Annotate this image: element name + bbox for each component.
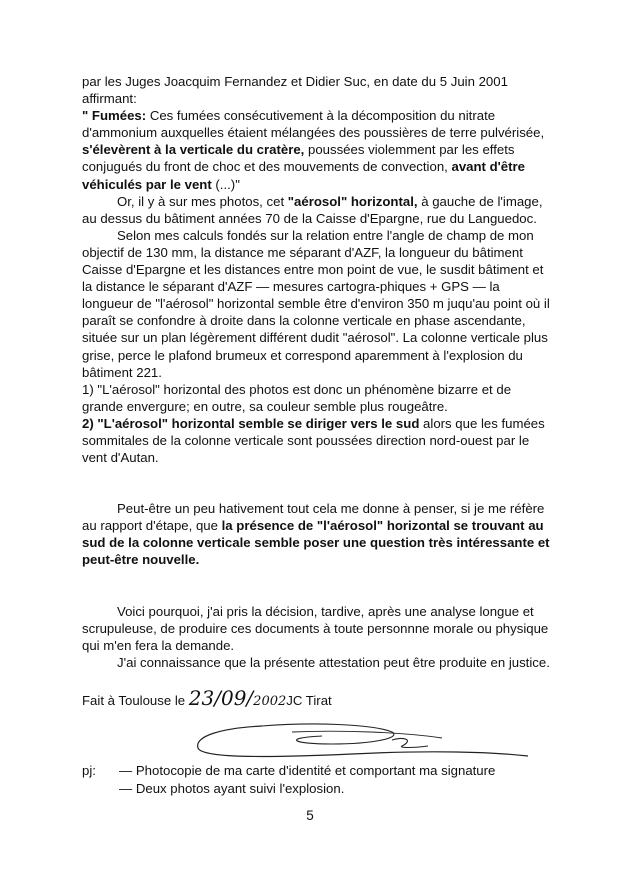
paragraph-point-1 xyxy=(82,381,552,415)
paragraph-calculations xyxy=(82,227,552,381)
document-body xyxy=(82,73,552,671)
intro-text: par les Juges Joacquim Fernandez et Didier Suc, en date du 5 Juin 2001 affirmant: xyxy=(82,74,508,107)
calculations-text: Selon mes calculs fondés sur la relation entre l'angle de champ de mon objectif de 130 mm, la distance me séparant d'AZF, la longueur du bâtiment Caisse d'Epargne et les distances entre mon point de vue, le susdit bâtiment et la distance le séparant d'AZF — mesures cartogra-phiques + GPS — la longueur de "l'aérosol" horizontal semble être d'environ 350 m juqu'au point où il paraît se confondre à droite dans la colonne verticale en phase ascendante, située sur un plan légèrement différent dudit "aérosol". La colonne verticale plus grise, perce le plafond brumeux et correspond aparemment à l'explosion du bâtiment 221. xyxy=(82,227,550,380)
attachments-list xyxy=(119,762,495,797)
paragraph-intro xyxy=(82,73,552,107)
place-text: Fait à Toulouse le xyxy=(82,693,189,708)
justice-text: J'ai connaissance que la présente attestation peut être produite en justice. xyxy=(117,654,550,670)
paragraph-decision xyxy=(82,603,552,654)
quote-text-1: Ces fumées consécutivement à la décomposition du nitrate d'ammonium auxquelles étaient mélangées des poussières de terre pulvérisée, xyxy=(82,108,545,141)
paragraph-justice xyxy=(82,654,552,671)
quote-label: " Fumées: xyxy=(82,108,150,124)
point-2-text: alors que les fumées sommitales de la colonne verticale sont poussées direction nord-ouest par le vent d'Autan. xyxy=(82,415,545,466)
photos-text-1: Or, il y à sur mes photos, cet xyxy=(117,193,288,209)
point-2-bold: 2) "L'aérosol" horizontal semble se diriger vers le sud xyxy=(82,415,420,431)
quote-text-3: (...)" xyxy=(211,176,240,192)
quote-bold-2: s'élevèrent à la verticale du cratère, xyxy=(82,142,305,158)
handwritten-year: 2002 xyxy=(253,694,287,709)
attachment-item: — Photocopie de ma carte d'identité et comportant ma signature xyxy=(119,763,496,778)
signer-name: JC Tirat xyxy=(286,693,332,708)
paragraph-photos xyxy=(82,193,552,227)
photos-text-2: à gauche de l'image, au dessus du bâtiment années 70 de la Caisse d'Epargne, rue du Languedoc. xyxy=(82,193,543,226)
quote-text-2: poussées violemment par les effets conjugués du front de choc et des mouvements de convection, xyxy=(82,142,515,175)
page-number: 5 xyxy=(306,808,314,823)
paragraph-point-2 xyxy=(82,415,552,466)
quote-bold-3: avant d'être véhiculés par le vent xyxy=(82,159,525,192)
conclusion-text: Peut-être un peu hativement tout cela me donne à penser, si je me réfère au rapport d'étape, que xyxy=(82,501,545,534)
conclusion-bold: la présence de "l'aérosol" horizontal se trouvant au sud de la colonne verticale semble poser une question très intéressante et peut-être nouvelle. xyxy=(82,518,550,568)
paragraph-conclusion xyxy=(82,500,552,568)
place-date-line xyxy=(82,686,552,710)
attachment-item: — Deux photos ayant suivi l'explosion. xyxy=(119,780,345,796)
point-1-text: 1) "L'aérosol" horizontal des photos est donc un phénomène bizarre et de grande envergure; en outre, sa couleur semble plus rougeâtre. xyxy=(82,381,512,414)
photos-bold: "aérosol" horizontal, xyxy=(287,193,418,209)
handwritten-signature xyxy=(192,718,532,766)
paragraph-quote xyxy=(82,107,552,192)
attachments-label: pj: xyxy=(82,763,96,778)
handwritten-date: 23/09/ xyxy=(188,686,254,710)
decision-text: Voici pourquoi, j'ai pris la décision, tardive, après une analyse longue et scrupuleuse, de produire ces documents à toute personnne morale ou physique qui m'en fera la demande. xyxy=(82,603,549,653)
